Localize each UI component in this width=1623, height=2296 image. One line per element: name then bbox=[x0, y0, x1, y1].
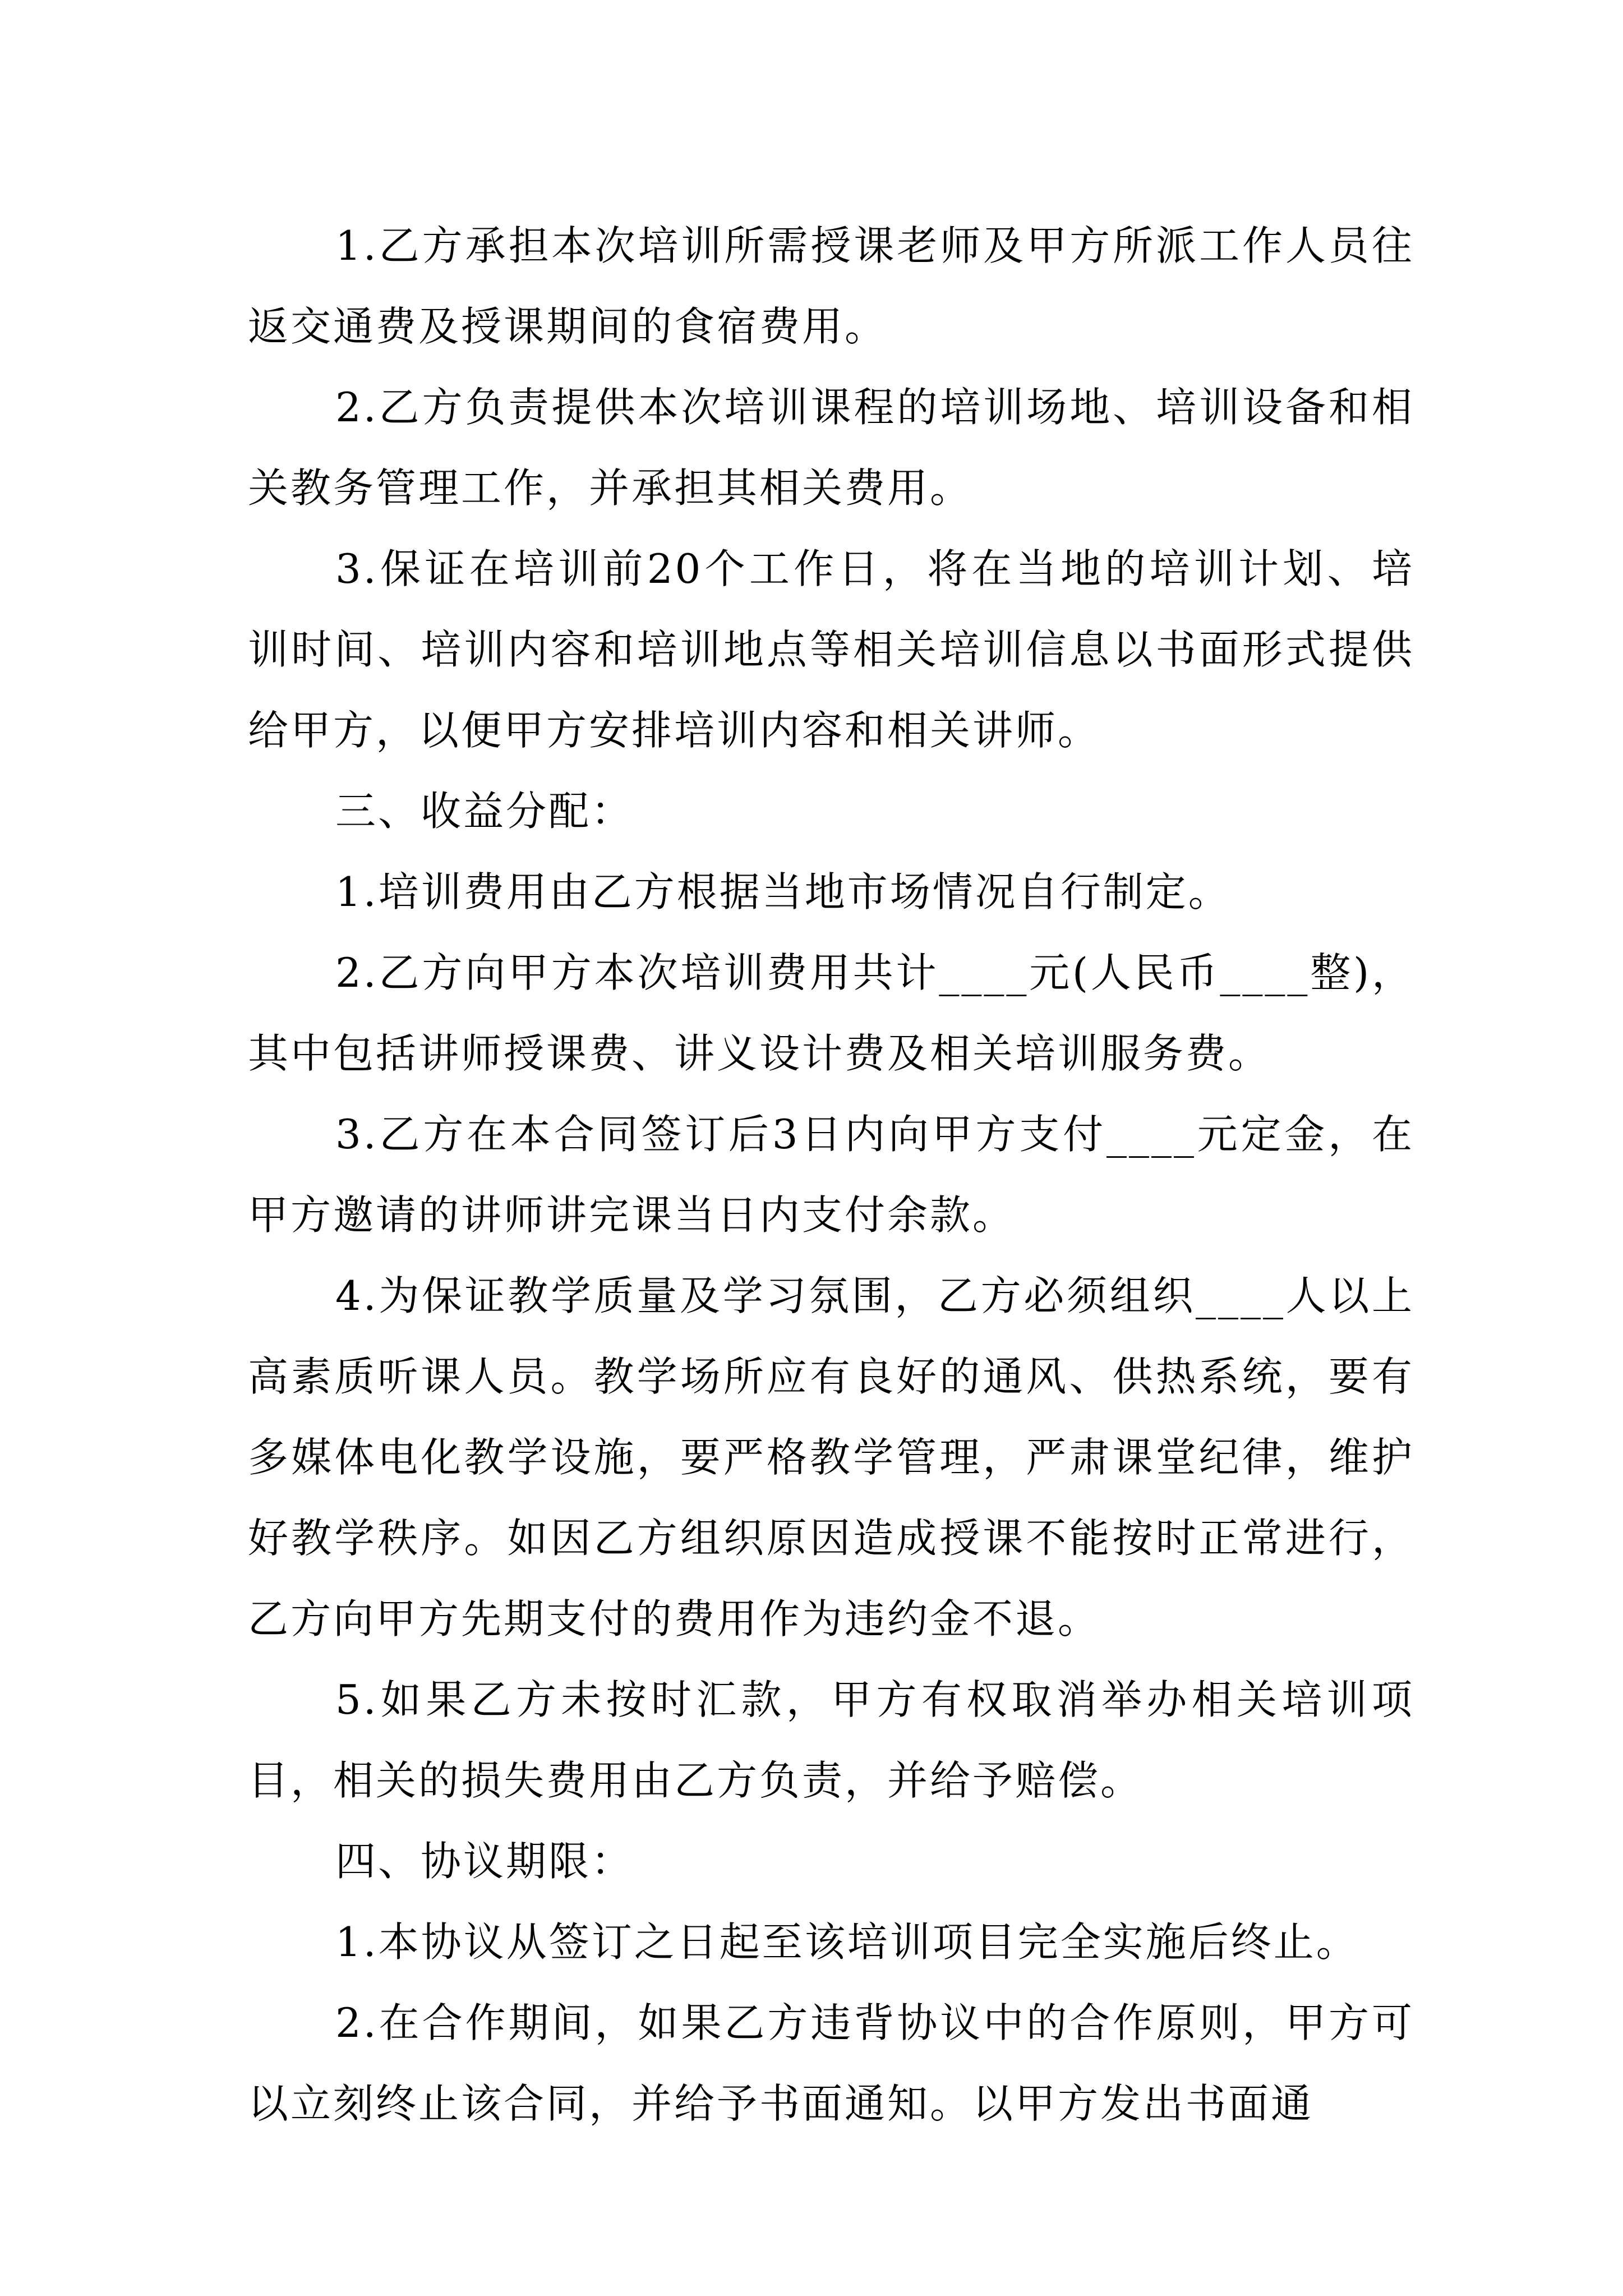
clause-4-1: 1.本协议从签订之日起至该培训项目完全实施后终止。 bbox=[335, 1918, 1359, 1966]
clause-4-2: 2.在合作期间，如果乙方违背协议中的合作原则，甲方可以立刻终止该合同，并给予书面通知。以甲方发出书面通 bbox=[248, 1999, 1414, 2127]
clause-3-5: 5.如果乙方未按时汇款，甲方有权取消举办相关培训项目，相关的损失费用由乙方负责，并给予赔偿。 bbox=[248, 1676, 1414, 1804]
clause-3-2: 2.乙方向甲方本次培训费用共计____元(人民币____整)，其中包括讲师授课费、讲义设计费及相关培训服务费。 bbox=[248, 949, 1414, 1077]
clause-2-2: 2.乙方负责提供本次培训课程的培训场地、培训设备和相关教务管理工作，并承担其相关费用。 bbox=[248, 384, 1414, 512]
clause-3-1: 1.培训费用由乙方根据当地市场情况自行制定。 bbox=[335, 868, 1231, 915]
clause-3-4: 4.为保证教学质量及学习氛围，乙方必须组织____人以上高素质听课人员。教学场所应有良好的通风、供热系统，要有多媒体电化教学设施，要严格教学管理，严肃课堂纪律，维护好教学秩序。如因乙方组织原因造成授课不能按时正常进行，乙方向甲方先期支付的费用作为违约金不退。 bbox=[248, 1272, 1414, 1642]
document-body bbox=[248, 205, 1414, 2144]
clause-2-3: 3.保证在培训前20个工作日，将在当地的培训计划、培训时间、培训内容和培训地点等相关培训信息以书面形式提供给甲方，以便甲方安排培训内容和相关讲师。 bbox=[248, 545, 1414, 754]
clause-3-3: 3.乙方在本合同签订后3日内向甲方支付____元定金，在甲方邀请的讲师讲完课当日内支付余款。 bbox=[248, 1111, 1414, 1239]
section-heading-agreement-term: 四、协议期限： bbox=[335, 1838, 634, 1885]
clause-2-1: 1.乙方承担本次培训所需授课老师及甲方所派工作人员往返交通费及授课期间的食宿费用。 bbox=[248, 222, 1414, 350]
section-heading-profit-distribution: 三、收益分配： bbox=[335, 788, 634, 835]
